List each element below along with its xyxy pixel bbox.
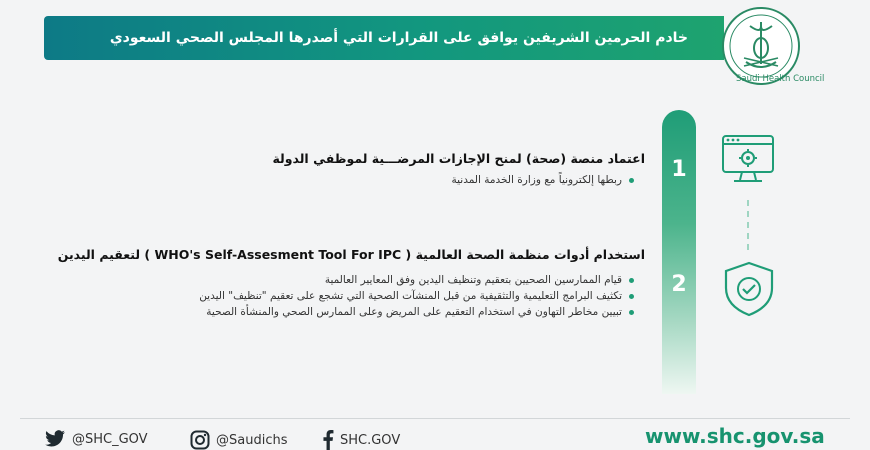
facebook-link[interactable] <box>322 430 400 450</box>
list-item: ربطها إلكترونياً مع وزارة الخدمة المدنية <box>452 172 635 188</box>
page-title: خادم الحرمين الشريفين يوافق على القرارات التي أصدرها المجلس الصحي السعودي <box>109 30 688 46</box>
step-number-1: 1 <box>671 157 687 182</box>
twitter-icon <box>44 430 66 448</box>
footer-divider <box>20 418 850 419</box>
step-1-title: اعتماد منصة (صحة) لمنح الإجازات المرضـــية لموظفي الدولة <box>272 151 645 166</box>
timeline-bar <box>662 110 696 394</box>
timeline-connector <box>747 200 749 250</box>
step-number-2: 2 <box>671 272 687 297</box>
step-1-bullets <box>452 172 635 188</box>
website-link[interactable]: www.shc.gov.sa <box>645 424 825 448</box>
list-item: تبيين مخاطر التهاون في استخدام التعقيم على المريض وعلى الممارس الصحي والمنشأة الصحية <box>199 304 634 320</box>
instagram-icon <box>190 430 210 450</box>
list-item: قيام الممارسين الصحيين بتعقيم وتنظيف اليدين وفق المعايير العالمية <box>199 272 634 288</box>
logo-text: Saudi Health Council <box>736 74 825 84</box>
twitter-handle: @SHC_GOV <box>72 431 148 447</box>
facebook-icon <box>322 430 334 450</box>
twitter-link[interactable] <box>44 430 148 448</box>
web-settings-icon <box>720 133 776 185</box>
step-2-title: استخدام أدوات منظمة الصحة العالمية ( WHO's Self-Assesment Tool For IPC ) لتعقيم اليدين <box>57 247 645 262</box>
instagram-handle: @Saudichs <box>216 432 288 448</box>
list-item: تكثيف البرامج التعليمية والتثقيفية من قبل المنشآت الصحية التي تشجع على تعقيم "تنظيف" اليدين <box>199 288 634 304</box>
instagram-link[interactable] <box>190 430 287 450</box>
facebook-handle: SHC.GOV <box>340 432 401 448</box>
step-2-bullets <box>199 272 634 320</box>
header-banner <box>44 16 724 60</box>
shield-check-icon <box>722 260 776 318</box>
